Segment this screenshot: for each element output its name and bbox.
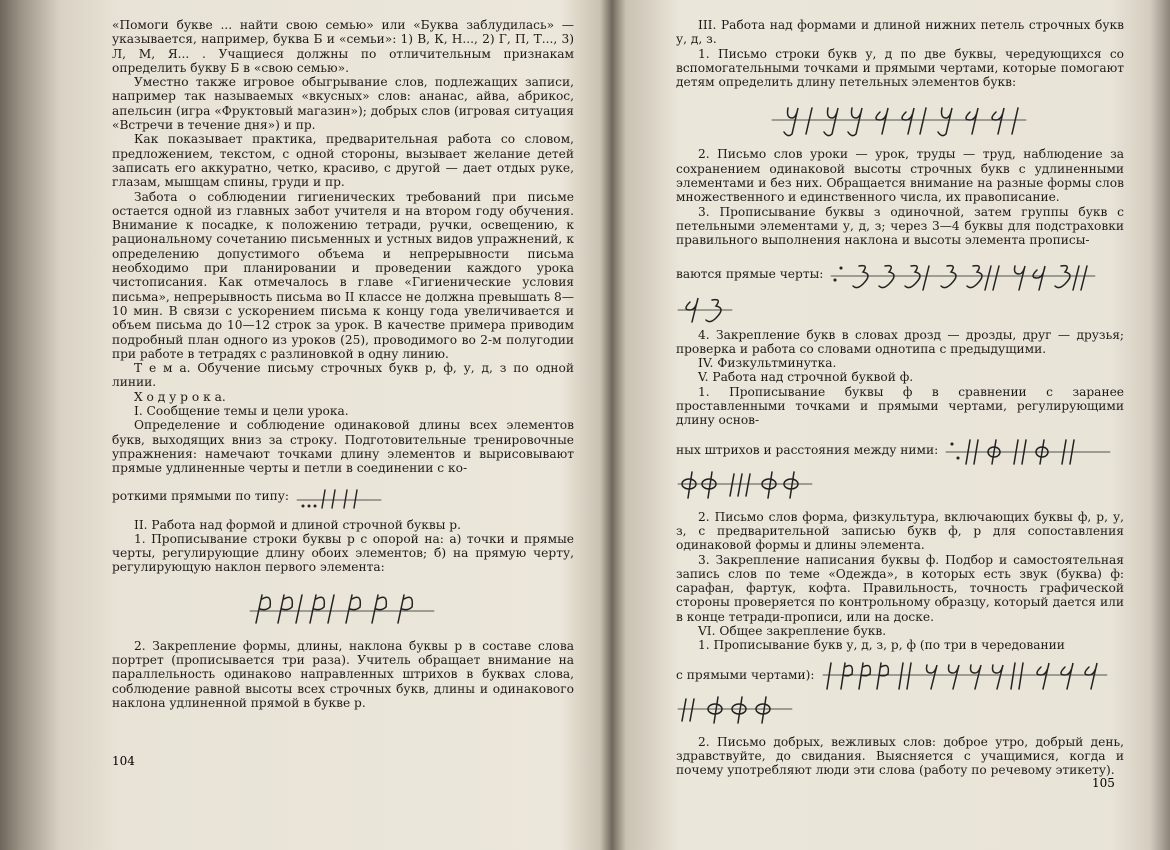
handwriting-sample-u-d bbox=[676, 93, 1124, 143]
right-paragraph-9: 2. Письмо добрых, вежливых слов: доброе утро, добрый день, здравствуйте, до свидания. Выясняется с учащимися, когда и почему употребляют люди эти слова (работу по речевому этикету). bbox=[676, 734, 1124, 778]
right-paragraph-2: 2. Письмо слов уроки — урок, труды — труд, наблюдение за сохранением одинаковой высоты строчных букв с удлиненными элементами и без них. Обращается внимание на разные формы слов множественного и единственного числа, их правописание. bbox=[676, 147, 1124, 205]
cursive-f-row-icon bbox=[676, 695, 796, 725]
left-page-number: 104 bbox=[112, 754, 135, 768]
left-paragraph-4: Забота о соблюдении гигиенических требований при письме остается одной из главных забот учителя и на втором году обучения. Внимание к посадке, к положению тетради, ручки, освещению, к рациональному сочетанию письменных и устных видов упражнений, к определению допустимого объема и непрерывности письма необходимо при планировании и проведении каждого урока чистописания. Как отмечалось в главе «Гигиенические условия письма», непрерывность письма во II классе не должна превышать 8—10 мин. В связи с ускорением письма к концу года увеличивается и объем письма до 10—12 строк за урок. В качестве примера приводим подробный план одного из уроков (25), проводимого во 2-м полугодии при работе в тетрадях с разлиновкой в одну линию. bbox=[112, 189, 574, 361]
right-paragraph-7: 3. Закрепление написания буквы ф. Подбор и самостоятельная запись слов по теме «Одежда», в которых есть звук (буква) ф: сарафан, фартук, кофта. Правильность, точность графической стороны проверяется по контрольному образцу, который дается или в конце тетради-прописи, или на доске. bbox=[676, 552, 1124, 624]
right-page-number: 105 bbox=[1092, 776, 1115, 790]
right-paragraph-3-end-text: ваются прямые черты: bbox=[676, 267, 824, 282]
right-paragraph-6: 2. Письмо слов форма, физкультура, включающих буквы ф, р, у, з, с предварительной записью букв ф, р для сопоставления одинаковой формы и длины элемента. bbox=[676, 509, 1124, 553]
left-paragraph-2: Уместно также игровое обыгрывание слов, подлежащих записи, например так называемых «вкусных» слов: ананас, айва, абрикос, апельсин (игра «Фруктовый магазин»); добрых слов (игровая ситуация «Встречи в течение дня») и пр. bbox=[112, 75, 574, 133]
left-paragraph-5: Определение и соблюдение одинаковой длины всех элементов букв, выходящих вниз за строку. Подготовительные тренировочные упражнения: намечают точками длину элементов и вырисовывают прямые удлиненные черты и петли в соединении с ко- bbox=[112, 418, 574, 476]
cursive-f-group-icon bbox=[676, 470, 816, 500]
handwriting-sample-r bbox=[112, 579, 574, 635]
left-paragraph-6: 1. Прописывание строки буквы р с опорой на: а) точки и прямые черты, регулирующие длину обоих элементов; б) на прямую черту, регулирующую наклон первого элемента: bbox=[112, 531, 574, 575]
lesson-course-heading: Х о д у р о к а. bbox=[134, 389, 226, 404]
right-paragraph-3-end bbox=[676, 258, 1124, 292]
section-6-heading: VI. Общее закрепление букв. bbox=[698, 624, 887, 639]
topic-label: Т е м а. bbox=[134, 361, 191, 376]
right-paragraph-3: 3. Прописывание буквы з одиночной, затем группы букв с петельными элементами у, д, з; через 3—4 буквы для подстраховки правильного выполнения наклона и высоты элемента прописы- bbox=[676, 204, 1124, 248]
left-paragraph-3: Как показывает практика, предварительная работа со словом, предложением, текстом, с одной стороны, вызывает желание детей записать его аккуратно, четко, красиво, с другой — дает отдых руке, глазам, мышцам спины, груди и пр. bbox=[112, 132, 574, 190]
cursive-f-line-icon bbox=[944, 436, 1114, 466]
right-page bbox=[676, 18, 1124, 838]
left-paragraph-5-end-text: роткими прямыми по типу: bbox=[112, 489, 289, 504]
topic-text: Обучение письму строчных букв р, ф, у, д, з по одной линии. bbox=[112, 361, 574, 390]
handwriting-sample-d-z bbox=[676, 296, 1124, 324]
cursive-r-line-icon bbox=[248, 587, 438, 627]
cursive-z-line-icon bbox=[829, 258, 1099, 292]
handwriting-sample-f bbox=[676, 470, 1124, 500]
left-paragraph-1: «Помоги букве ... найти свою семью» или «Буква заблудилась» — указывается, например, буква Б и «семьи»: 1) В, К, Н..., 2) Г, П, Т..., 3) Л, М, Я... . Учащиеся должны по отличительным признакам определить букву Б в «свою семью». bbox=[112, 18, 574, 75]
right-paragraph-5: 1. Прописывание буквы ф в сравнении с заранее проставленными точками и прямыми чертами, регулирующими длину основ- bbox=[676, 384, 1124, 428]
section-5-heading: V. Работа над строчной буквой ф. bbox=[698, 370, 914, 385]
right-paragraph-8-end-text: с прямыми чертами): bbox=[676, 668, 815, 683]
section-3-heading: III. Работа над формами и длиной нижних петель строчных букв у, д, з. bbox=[676, 18, 1124, 47]
right-paragraph-5-end-text: ных штрихов и расстояния между ними: bbox=[676, 443, 939, 458]
left-paragraph-5-end bbox=[112, 484, 574, 510]
left-page bbox=[112, 18, 574, 838]
right-paragraph-8-end bbox=[676, 661, 1124, 691]
section-4-heading: IV. Физкультминутка. bbox=[698, 356, 837, 371]
right-paragraph-4: 4. Закрепление букв в словах дрозд — дрозды, друг — друзья; проверка и работа со словами однотипа с предыдущими. bbox=[676, 327, 1124, 356]
left-paragraph-7: 2. Закрепление формы, длины, наклона буквы р в составе слова портрет (прописывается три раза). Учитель обращает внимание на параллельность одинаково направленных штрихов в буквах слова, соблюдение равной высоты всех строчных букв, длины и одинакового наклона удлиненной прямой в букве р. bbox=[112, 638, 574, 710]
right-paragraph-8: 1. Прописывание букв у, д, з, р, ф (по три в чередовании bbox=[698, 638, 1065, 653]
handwriting-sample-dashes bbox=[295, 484, 385, 510]
cursive-u-d-line-icon bbox=[770, 98, 1030, 138]
right-paragraph-5-end bbox=[676, 436, 1124, 466]
right-paragraph-1: 1. Письмо строки букв у, д по две буквы, чередующихся со вспомогательными точками и прямыми чертами, которые помогают детям определить длину петельных элементов букв: bbox=[676, 46, 1124, 90]
section-2-heading: II. Работа над формой и длиной строчной буквы р. bbox=[134, 517, 461, 532]
handwriting-sample-f-row bbox=[676, 695, 1124, 725]
lesson-topic bbox=[112, 361, 574, 390]
section-1-heading: I. Сообщение темы и цели урока. bbox=[134, 404, 349, 419]
cursive-mixed-line-icon bbox=[821, 661, 1111, 691]
cursive-d-z-icon bbox=[676, 296, 736, 324]
